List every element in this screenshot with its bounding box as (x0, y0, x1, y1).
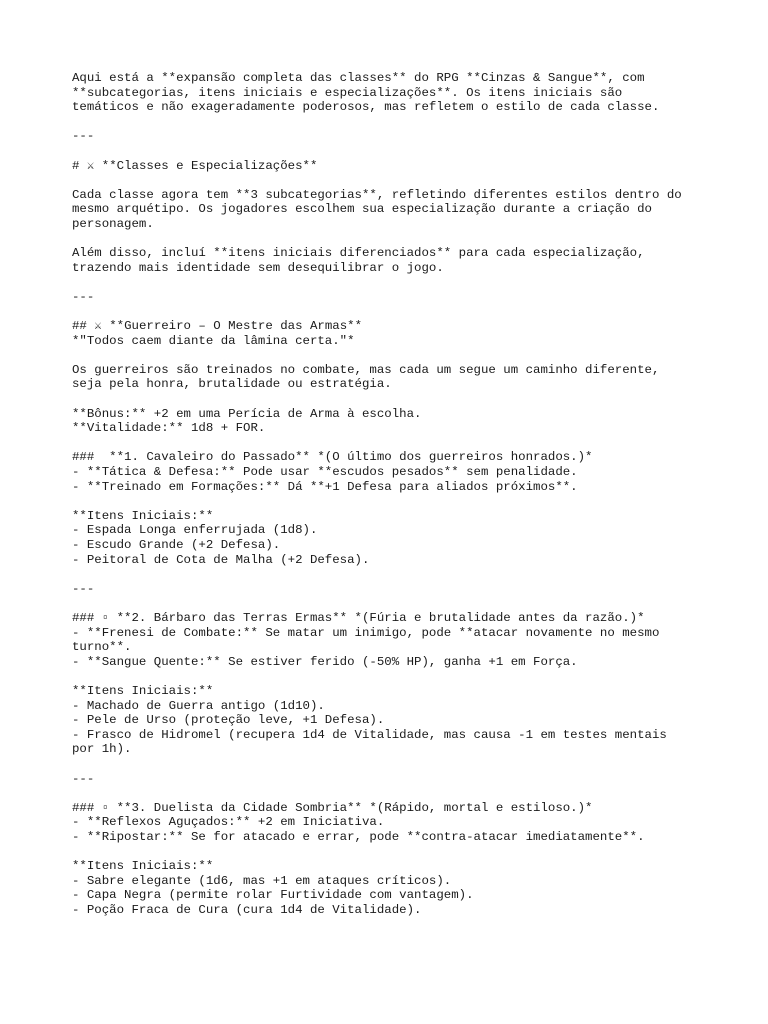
text-line: - Capa Negra (permite rolar Furtividade com vantagem). (72, 888, 474, 903)
paragraph-gap (72, 173, 712, 188)
text-line: ### ▫ **3. Duelista da Cidade Sombria** *(Rápido, mortal e estiloso.)* (72, 800, 593, 815)
text-paragraph (72, 450, 712, 494)
paragraph-gap (72, 757, 712, 772)
text-line: turno**. (72, 640, 132, 655)
paragraph-gap (72, 392, 712, 407)
text-line: --- (72, 581, 95, 596)
paragraph-gap (72, 596, 712, 611)
paragraph-gap (72, 275, 712, 290)
text-paragraph (72, 859, 712, 917)
text-line: - Pele de Urso (proteção leve, +1 Defesa). (72, 713, 385, 728)
text-line: personagem. (72, 216, 154, 231)
text-line: **subcategorias, itens iniciais e especializações**. Os itens iniciais são (72, 85, 623, 100)
text-paragraph (72, 611, 712, 669)
text-paragraph (72, 71, 712, 115)
text-line: - Machado de Guerra antigo (1d10). (72, 698, 325, 713)
text-paragraph (72, 407, 712, 436)
text-line: temáticos e não exageradamente poderosos, mas refletem o estilo de cada classe. (72, 100, 660, 115)
document-body (72, 71, 712, 917)
text-paragraph (72, 188, 712, 232)
text-line: --- (72, 289, 95, 304)
text-line: Além disso, incluí **itens iniciais diferenciados** para cada especialização, (72, 246, 645, 261)
text-line: --- (72, 771, 95, 786)
paragraph-gap (72, 669, 712, 684)
paragraph-gap (72, 567, 712, 582)
text-line: - **Sangue Quente:** Se estiver ferido (-50% HP), ganha +1 em Força. (72, 654, 578, 669)
text-line: *"Todos caem diante da lâmina certa."* (72, 333, 355, 348)
paragraph-gap (72, 232, 712, 247)
paragraph-gap (72, 144, 712, 159)
text-line: - Sabre elegante (1d6, mas +1 em ataques críticos). (72, 873, 452, 888)
paragraph-gap (72, 494, 712, 509)
paragraph-gap (72, 844, 712, 859)
text-line: - **Treinado em Formações:** Dá **+1 Defesa para aliados próximos**. (72, 479, 578, 494)
text-line: mesmo arquétipo. Os jogadores escolhem sua especialização durante a criação do (72, 202, 652, 217)
text-paragraph (72, 363, 712, 392)
text-line: **Bônus:** +2 em uma Perícia de Arma à escolha. (72, 406, 422, 421)
text-line: - Peitoral de Cota de Malha (+2 Defesa). (72, 552, 370, 567)
text-line: **Itens Iniciais:** (72, 508, 214, 523)
text-line: - Escudo Grande (+2 Defesa). (72, 538, 281, 552)
text-line: - Poção Fraca de Cura (cura 1d4 de Vitalidade). (72, 902, 422, 917)
text-paragraph (72, 509, 712, 567)
text-line: ## ⚔ **Guerreiro – O Mestre das Armas** (72, 319, 363, 334)
text-line: ### ▫ **2. Bárbaro das Terras Ermas** *(Fúria e brutalidade antes da razão.)* (72, 610, 645, 625)
text-line: **Vitalidade:** 1d8 + FOR. (72, 421, 266, 436)
text-line: - **Frenesi de Combate:** Se matar um inimigo, pode **atacar novamente no mesmo (72, 625, 660, 640)
text-line: Cada classe agora tem **3 subcategorias**, refletindo diferentes estilos dentro do (72, 187, 682, 202)
text-line: - **Ripostar:** Se for atacado e errar, pode **contra-atacar imediatamente**. (72, 829, 645, 844)
text-line: ### **1. Cavaleiro do Passado** *(O último dos guerreiros honrados.)* (72, 450, 593, 465)
text-line: Aqui está a **expansão completa das classes** do RPG **Cinzas & Sangue**, com (72, 71, 645, 85)
text-line: - **Tática & Defesa:** Pode usar **escudos pesados** sem penalidade. (72, 465, 578, 480)
text-line: Os guerreiros são treinados no combate, mas cada um segue um caminho diferente, (72, 362, 660, 377)
text-line: trazendo mais identidade sem desequilibrar o jogo. (72, 260, 444, 275)
paragraph-gap (72, 305, 712, 320)
text-paragraph (72, 246, 712, 275)
text-line: **Itens Iniciais:** (72, 859, 214, 874)
text-paragraph (72, 582, 712, 597)
text-line: **Itens Iniciais:** (72, 683, 214, 698)
paragraph-gap (72, 115, 712, 130)
text-line: seja pela honra, brutalidade ou estratégia. (72, 377, 392, 392)
text-line: - Frasco de Hidromel (recupera 1d4 de Vitalidade, mas causa -1 em testes mentais (72, 727, 667, 742)
text-line: por 1h). (72, 742, 132, 757)
text-paragraph (72, 319, 712, 348)
text-paragraph (72, 772, 712, 787)
paragraph-gap (72, 786, 712, 801)
paragraph-gap (72, 348, 712, 363)
text-line: --- (72, 129, 95, 144)
text-line: # ⚔ **Classes e Especializações** (72, 158, 318, 173)
text-line: - Espada Longa enferrujada (1d8). (72, 523, 318, 538)
text-paragraph (72, 684, 712, 757)
text-paragraph (72, 290, 712, 305)
text-paragraph (72, 801, 712, 845)
text-paragraph (72, 129, 712, 144)
text-paragraph (72, 159, 712, 174)
paragraph-gap (72, 436, 712, 451)
text-line: - **Reflexos Aguçados:** +2 em Iniciativa. (72, 815, 385, 830)
